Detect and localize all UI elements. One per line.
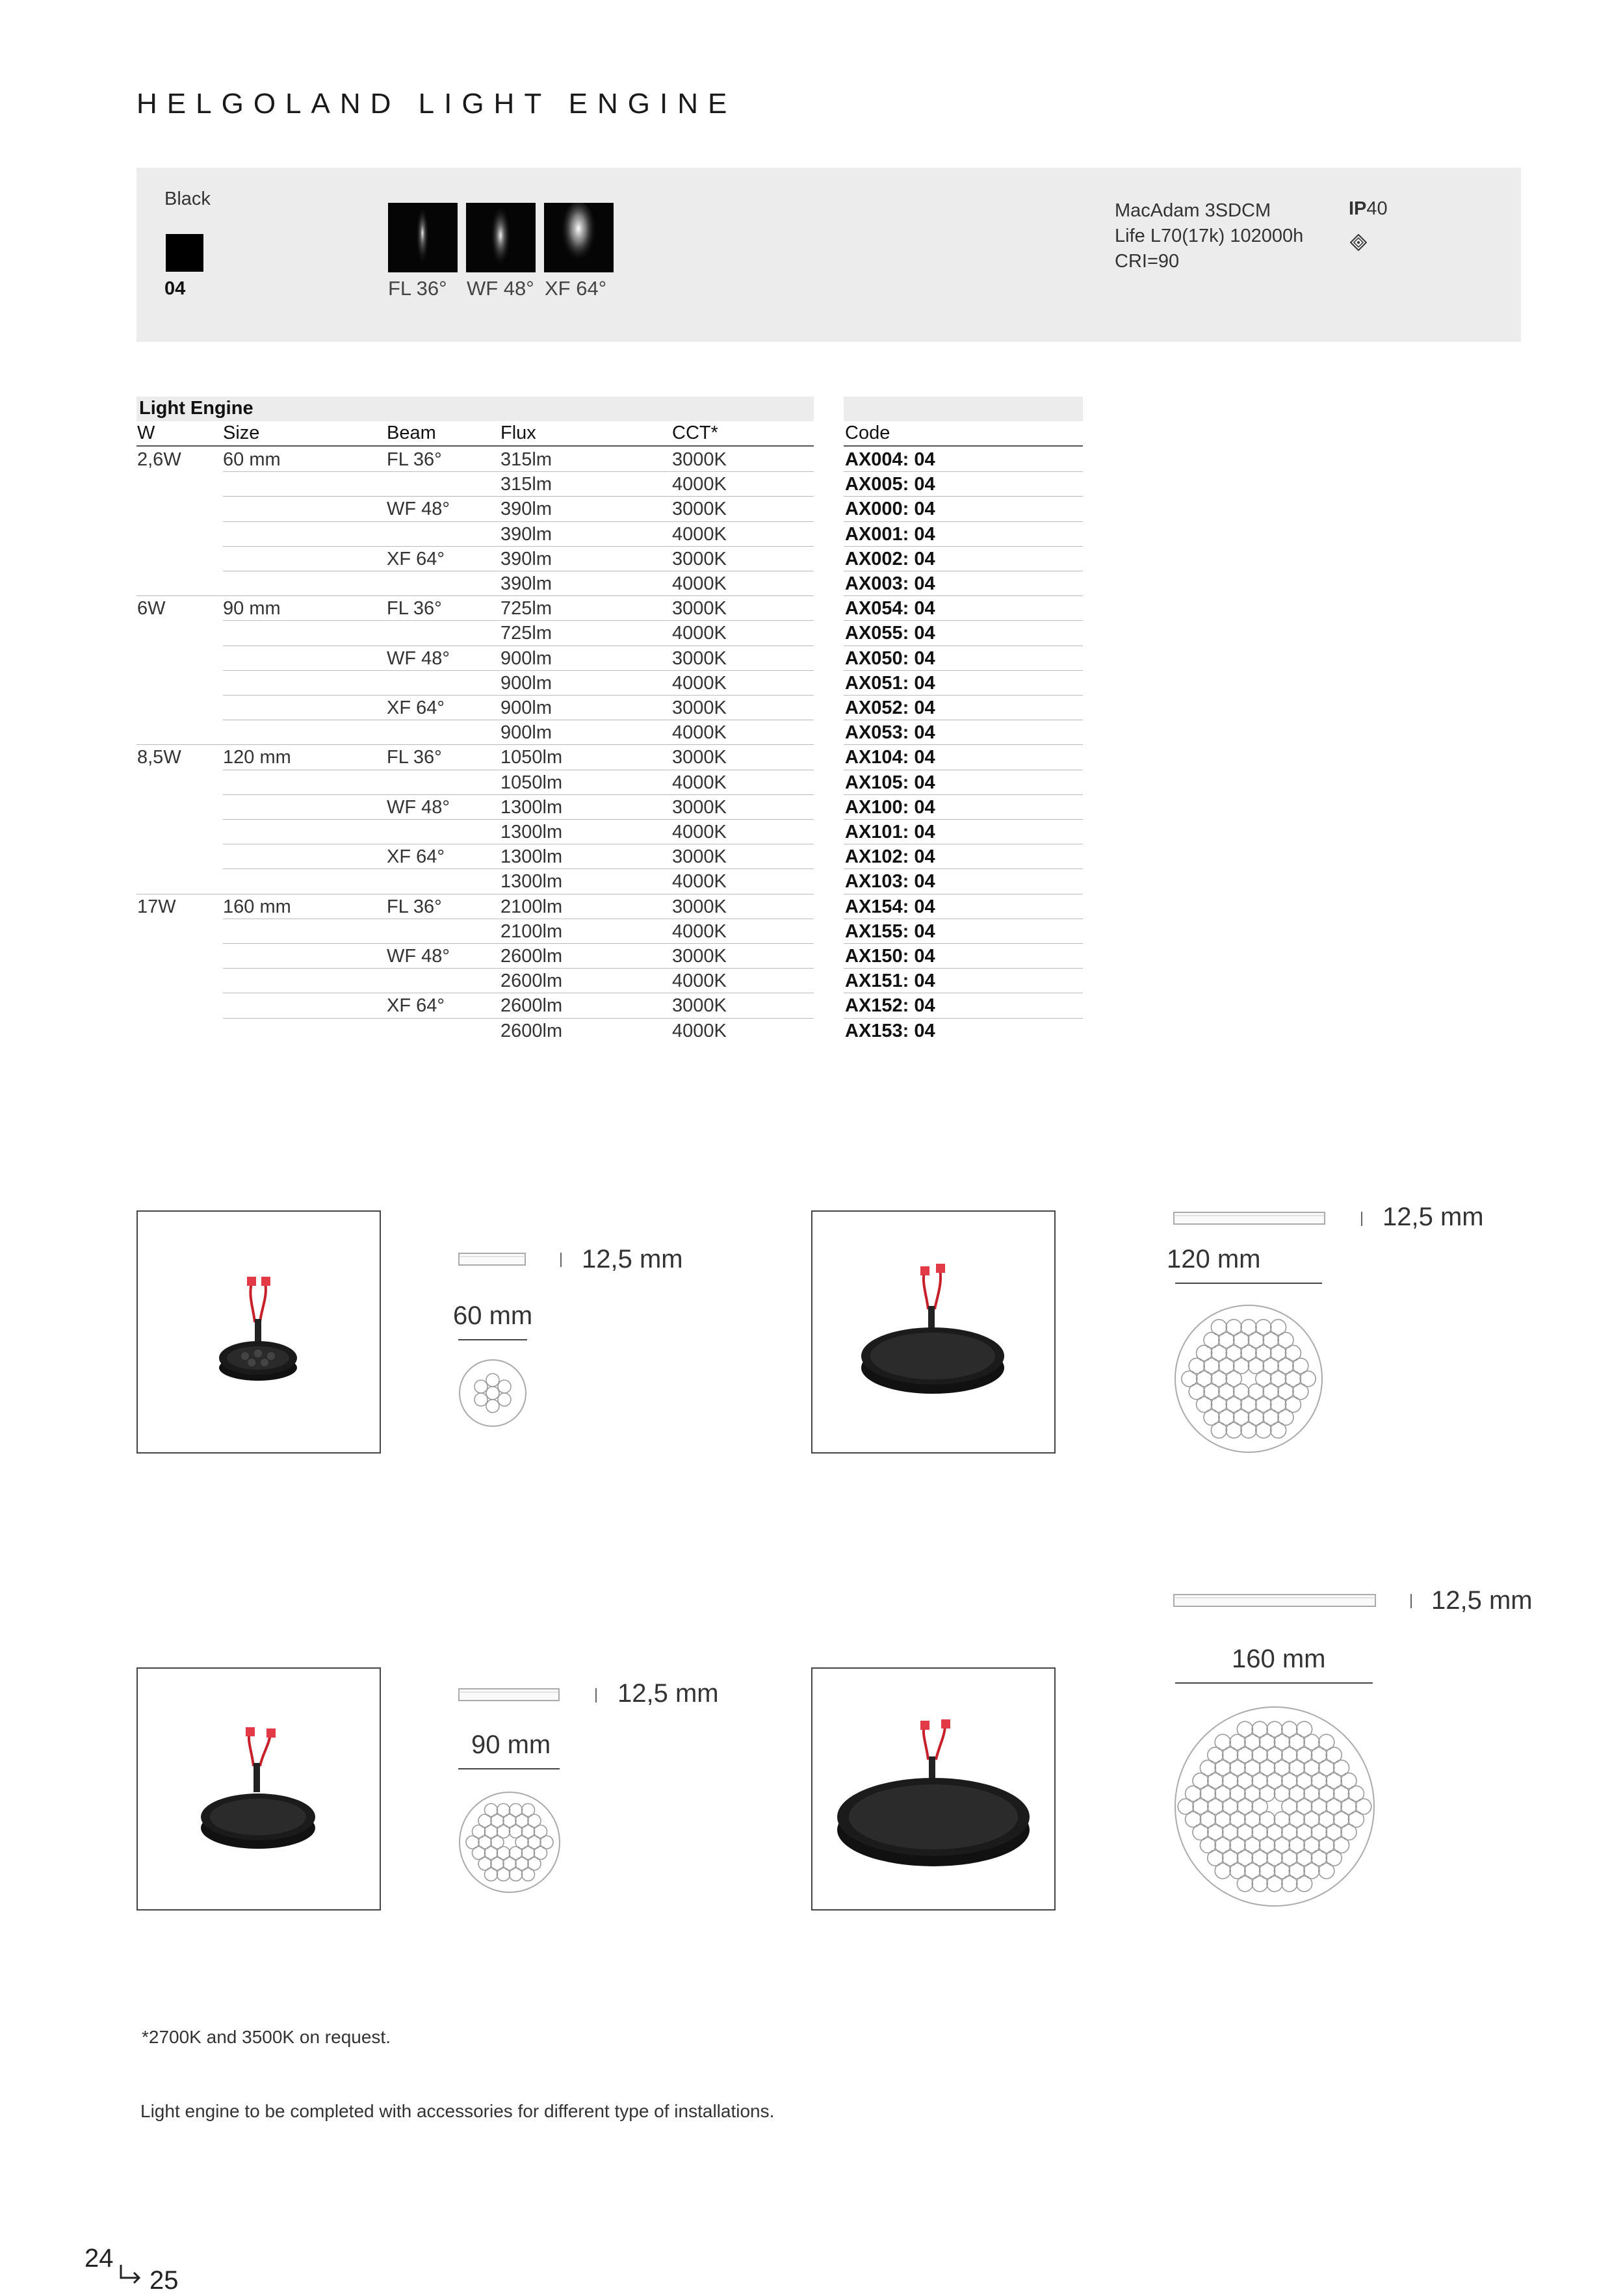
- table-cell-flux: 2600lm: [500, 946, 563, 967]
- beam-label-xf: XF 64°: [545, 277, 607, 300]
- table-cell-cct: 3000K: [672, 548, 727, 569]
- cct-footnote: *2700K and 3500K on request.: [142, 2027, 391, 2047]
- table-cell-cct: 4000K: [672, 822, 727, 842]
- table-cell-cct: 3000K: [672, 747, 727, 768]
- product-photo-60: [136, 1210, 381, 1454]
- table-cell-beam: WF 48°: [387, 946, 450, 967]
- page-title: HELGOLAND LIGHT ENGINE: [136, 88, 737, 120]
- table-cell-flux: 1050lm: [500, 747, 563, 768]
- table-cell-cct: 4000K: [672, 871, 727, 893]
- table-cell-cct: 3000K: [672, 647, 727, 669]
- table-cell-code: AX103: 04: [845, 871, 935, 893]
- header-rule: [136, 445, 814, 447]
- side-profile-120: [1173, 1210, 1325, 1226]
- code-header-rule: [844, 445, 1083, 447]
- table-cell-flux: 1300lm: [500, 796, 563, 818]
- table-cell-code: AX150: 04: [845, 946, 935, 967]
- table-cell-cct: 3000K: [672, 449, 727, 470]
- table-cell-beam: XF 64°: [387, 548, 445, 569]
- product-photo-90: [136, 1667, 381, 1911]
- table-cell-cct: 3000K: [672, 995, 727, 1017]
- table-cell-flux: 725lm: [500, 598, 552, 620]
- diameter-rule-60: [458, 1339, 527, 1340]
- diameter-rule-120: [1175, 1283, 1322, 1284]
- table-cell-flux: 390lm: [500, 573, 552, 594]
- table-cell-cct: 3000K: [672, 499, 727, 520]
- table-cell-w: 8,5W: [137, 747, 181, 768]
- table-cell-code: AX155: 04: [845, 920, 935, 942]
- page-number-left: 24: [84, 2244, 114, 2273]
- table-cell-code: AX152: 04: [845, 995, 935, 1017]
- side-profile-160: [1173, 1593, 1376, 1608]
- diameter-rule-160: [1175, 1682, 1373, 1684]
- table-cell-code: AX053: 04: [845, 722, 935, 744]
- beam-label-fl: FL 36°: [388, 277, 447, 300]
- table-cell-flux: 2600lm: [500, 1020, 563, 1041]
- table-cell-flux: 900lm: [500, 647, 552, 669]
- product-photo-120: [811, 1210, 1056, 1454]
- height-label-160: 12,5 mm: [1431, 1586, 1533, 1615]
- table-cell-cct: 3000K: [672, 896, 727, 917]
- table-cell-code: AX005: 04: [845, 474, 935, 495]
- ip-value: 40: [1366, 198, 1388, 219]
- ip-prefix: IP: [1349, 198, 1367, 219]
- table-cell-beam: XF 64°: [387, 698, 445, 718]
- table-cell-flux: 2100lm: [500, 920, 563, 942]
- table-cell-cct: 4000K: [672, 474, 727, 495]
- beam-xf-thumbnail: [544, 203, 614, 272]
- table-cell-flux: 315lm: [500, 474, 552, 495]
- height-label-90: 12,5 mm: [617, 1679, 719, 1708]
- table-cell-code: AX100: 04: [845, 796, 935, 818]
- table-cell-code: AX154: 04: [845, 896, 935, 917]
- table-cell-beam: WF 48°: [387, 499, 450, 520]
- finish-swatch: [166, 234, 203, 272]
- product-photo-160: [811, 1667, 1056, 1911]
- table-cell-beam: FL 36°: [387, 747, 442, 768]
- header-code: Code: [845, 423, 890, 443]
- table-cell-flux: 1050lm: [500, 772, 563, 793]
- table-cell-beam: XF 64°: [387, 846, 445, 868]
- table-cell-flux: 1300lm: [500, 822, 563, 842]
- table-cell-code: AX001: 04: [845, 523, 935, 545]
- table-cell-flux: 2100lm: [500, 896, 563, 917]
- table-cell-cct: 4000K: [672, 920, 727, 942]
- table-cell-beam: FL 36°: [387, 896, 442, 917]
- table-cell-cct: 4000K: [672, 523, 727, 545]
- side-profile-90: [458, 1687, 560, 1702]
- table-cell-beam: WF 48°: [387, 647, 450, 669]
- header-size: Size: [223, 423, 260, 443]
- table-cell-beam: FL 36°: [387, 449, 442, 470]
- table-cell-beam: FL 36°: [387, 598, 442, 620]
- table-cell-cct: 3000K: [672, 946, 727, 967]
- table-cell-beam: WF 48°: [387, 796, 450, 818]
- diameter-label-160: 160 mm: [1232, 1645, 1326, 1673]
- finish-band: [136, 168, 1521, 342]
- table-cell-code: AX052: 04: [845, 698, 935, 718]
- spec-life: Life L70(17k) 102000h: [1115, 226, 1304, 246]
- diameter-rule-90: [458, 1768, 560, 1769]
- table-cell-code: AX050: 04: [845, 647, 935, 669]
- table-cell-cct: 4000K: [672, 573, 727, 594]
- height-tick-90: [595, 1688, 597, 1702]
- diameter-label-120: 120 mm: [1167, 1245, 1261, 1273]
- front-view-120: [1174, 1304, 1323, 1454]
- height-tick-120: [1361, 1212, 1362, 1226]
- diameter-label-90: 90 mm: [471, 1730, 551, 1759]
- height-label-120: 12,5 mm: [1383, 1203, 1484, 1231]
- header-flux: Flux: [500, 423, 536, 443]
- table-cell-w: 6W: [137, 598, 166, 620]
- table-cell-flux: 2600lm: [500, 995, 563, 1017]
- table-section-label: Light Engine: [139, 398, 253, 419]
- finish-code: 04: [164, 278, 186, 299]
- table-cell-size: 60 mm: [223, 449, 281, 470]
- table-cell-cct: 3000K: [672, 796, 727, 818]
- height-tick-60: [560, 1253, 562, 1267]
- front-view-90: [458, 1791, 561, 1894]
- table-cell-flux: 390lm: [500, 523, 552, 545]
- table-cell-cct: 3000K: [672, 598, 727, 620]
- table-cell-code: AX054: 04: [845, 598, 935, 620]
- table-cell-code: AX051: 04: [845, 672, 935, 694]
- table-cell-flux: 1300lm: [500, 846, 563, 868]
- table-cell-cct: 4000K: [672, 772, 727, 793]
- height-label-60: 12,5 mm: [582, 1245, 683, 1273]
- driver-diamond-icon: [1350, 234, 1367, 251]
- page-turn-arrow-icon[interactable]: [117, 2262, 143, 2288]
- header-beam: Beam: [387, 423, 436, 443]
- table-cell-size: 90 mm: [223, 598, 281, 620]
- spec-cri: CRI=90: [1115, 251, 1180, 272]
- side-profile-60: [458, 1251, 526, 1267]
- table-cell-code: AX105: 04: [845, 772, 935, 793]
- table-cell-code: AX104: 04: [845, 747, 935, 768]
- table-cell-flux: 1300lm: [500, 871, 563, 893]
- table-cell-flux: 900lm: [500, 722, 552, 744]
- beam-label-wf: WF 48°: [467, 277, 534, 300]
- table-cell-code: AX151: 04: [845, 971, 935, 992]
- table-cell-cct: 4000K: [672, 672, 727, 694]
- page-number-right: 25: [149, 2266, 179, 2295]
- header-cct: CCT*: [672, 423, 718, 443]
- table-cell-code: AX000: 04: [845, 499, 935, 520]
- table-cell-flux: 900lm: [500, 698, 552, 718]
- table-cell-code: AX003: 04: [845, 573, 935, 594]
- table-cell-code: AX153: 04: [845, 1020, 935, 1041]
- ip-rating: [1349, 198, 1388, 220]
- finish-name: Black: [164, 189, 211, 209]
- header-w: W: [137, 423, 155, 443]
- table-cell-cct: 3000K: [672, 846, 727, 868]
- table-cell-cct: 4000K: [672, 722, 727, 744]
- front-view-160: [1174, 1706, 1375, 1907]
- table-cell-w: 17W: [137, 896, 176, 917]
- table-cell-code: AX102: 04: [845, 846, 935, 868]
- front-view-60: [458, 1359, 527, 1428]
- beam-fl-thumbnail: [388, 203, 458, 272]
- table-cell-size: 120 mm: [223, 747, 291, 768]
- table-cell-code: AX004: 04: [845, 449, 935, 470]
- table-cell-flux: 390lm: [500, 499, 552, 520]
- table-cell-cct: 4000K: [672, 971, 727, 992]
- spec-macadam: MacAdam 3SDCM: [1115, 200, 1271, 221]
- table-cell-code: AX002: 04: [845, 548, 935, 569]
- table-cell-cct: 3000K: [672, 698, 727, 718]
- height-tick-160: [1410, 1594, 1412, 1608]
- table-cell-code: AX055: 04: [845, 623, 935, 644]
- table-cell-flux: 390lm: [500, 548, 552, 569]
- table-cell-w: 2,6W: [137, 449, 181, 470]
- table-cell-flux: 2600lm: [500, 971, 563, 992]
- beam-wf-thumbnail: [466, 203, 536, 272]
- table-cell-flux: 900lm: [500, 672, 552, 694]
- table-cell-cct: 4000K: [672, 1020, 727, 1041]
- table-cell-size: 160 mm: [223, 896, 291, 917]
- table-cell-flux: 725lm: [500, 623, 552, 644]
- table-cell-flux: 315lm: [500, 449, 552, 470]
- table-cell-beam: XF 64°: [387, 995, 445, 1017]
- diameter-label-60: 60 mm: [453, 1301, 533, 1330]
- code-section-bar: [844, 397, 1083, 421]
- install-footnote: Light engine to be completed with accessories for different type of installations.: [140, 2101, 775, 2121]
- table-cell-cct: 4000K: [672, 623, 727, 644]
- table-cell-code: AX101: 04: [845, 822, 935, 842]
